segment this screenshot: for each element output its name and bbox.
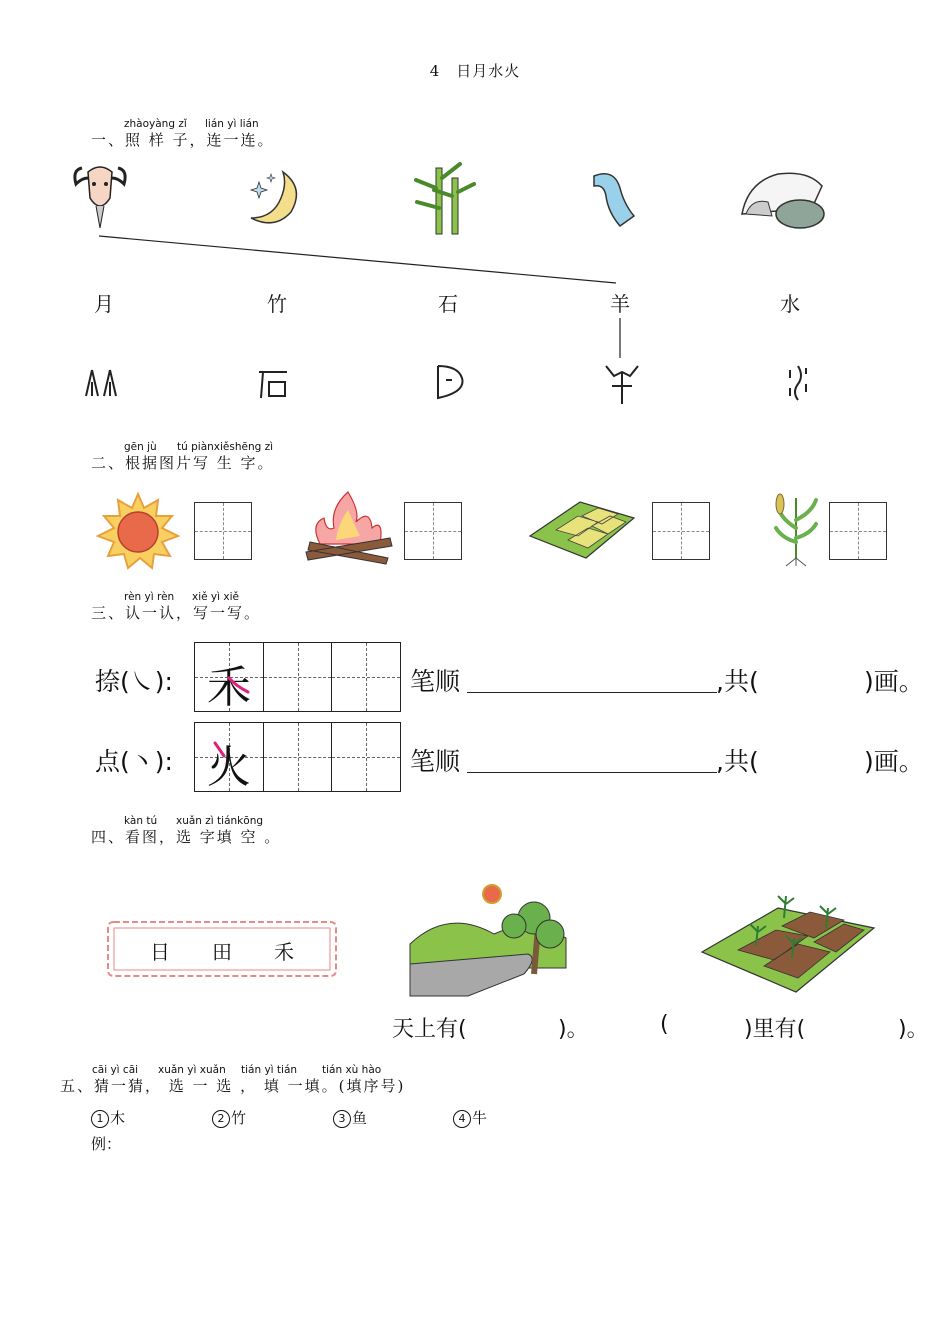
section-5-heading: 五、猜一猜， 选 一 选 ， 填 一填。(填序号) — [60, 1077, 406, 1095]
field-icon — [526, 496, 638, 562]
stroke-order-label-2: 笔顺 — [410, 747, 461, 776]
sentence-2-mid: )里有( — [744, 1017, 806, 1042]
choice-ri: 日 — [150, 940, 170, 964]
landscape-sun-icon — [408, 878, 568, 998]
writing-box-sun[interactable] — [194, 502, 252, 560]
sun-icon — [92, 490, 184, 570]
count-prefix-1: ,共( — [716, 667, 759, 696]
section-3-heading: 三、认一认，写一写。 — [91, 604, 262, 622]
sentence-1-start: 天上有( — [392, 1017, 467, 1042]
seedling-field-icon — [698, 888, 878, 998]
pinyin-3b: xiě yì xiě — [192, 591, 239, 603]
pinyin-3a: rèn yì rèn — [124, 591, 175, 603]
dian-stroke-highlight — [212, 740, 228, 760]
char-yang: 羊 — [610, 292, 630, 316]
ancient-stone-glyph — [255, 366, 291, 400]
char-shi: 石 — [438, 292, 458, 316]
pinyin-5b: xuǎn yì xuǎn — [158, 1064, 226, 1076]
ancient-moon-glyph — [432, 362, 468, 402]
ancient-bamboo-glyph — [82, 362, 122, 402]
stroke-order-blank-2[interactable] — [467, 772, 717, 773]
ancient-sheep-glyph — [602, 362, 642, 406]
pinyin-5d: tián xù hào — [322, 1064, 382, 1076]
option-1: 1 木 — [91, 1107, 125, 1128]
ancient-water-glyph — [784, 362, 814, 402]
char-yue: 月 — [94, 292, 114, 316]
section-2-heading: 二、根据图片写 生 字。 — [91, 454, 275, 472]
fire-icon — [300, 488, 396, 568]
count-suffix-1: )画。 — [864, 667, 924, 696]
page-title: 4 日月水火 — [429, 62, 521, 80]
sentence-2-start: ( — [660, 1012, 669, 1037]
writing-box-field[interactable] — [652, 502, 710, 560]
pinyin-5c: tián yì tián — [241, 1064, 298, 1076]
sentence-2-end: )。 — [898, 1017, 929, 1042]
pinyin-2b: tú piànxiěshēng zì — [177, 441, 274, 453]
char-zhu: 竹 — [267, 292, 287, 316]
section-1-heading: 一、照 样 子，连一连。 — [91, 131, 275, 149]
section-4-heading: 四、看图，选 字填 空 。 — [91, 828, 282, 846]
model-char-huo: 火 — [206, 742, 251, 793]
pinyin-5a: cāi yì cāi — [92, 1064, 139, 1076]
choice-tian: 田 — [212, 940, 232, 964]
option-3: 3 鱼 — [333, 1107, 367, 1128]
count-prefix-2: ,共( — [716, 747, 759, 776]
stroke-label-dian: 点(丶): — [95, 747, 173, 776]
na-stroke-highlight — [226, 676, 250, 696]
pinyin-4b: xuǎn zì tiánkōng — [176, 815, 264, 827]
option-2: 2 竹 — [212, 1107, 246, 1128]
count-suffix-2: )画。 — [864, 747, 924, 776]
writing-box-rice[interactable] — [829, 502, 887, 560]
rice-plant-icon — [766, 488, 822, 568]
char-shui: 水 — [780, 292, 800, 316]
stroke-label-na: 捺(㇏): — [95, 667, 173, 696]
pinyin-1b: lián yì lián — [205, 118, 259, 130]
choice-he: 禾 — [274, 940, 294, 964]
writing-box-fire[interactable] — [404, 502, 462, 560]
example-connection-lines — [0, 0, 950, 400]
example-label: 例： — [91, 1135, 122, 1153]
option-4: 4 牛 — [453, 1107, 487, 1128]
pinyin-1a: zhàoyàng zǐ — [124, 118, 187, 130]
pinyin-2a: gēn jù — [124, 441, 157, 453]
stroke-order-blank-1[interactable] — [467, 692, 717, 693]
model-char-he: 禾 — [206, 662, 251, 713]
pinyin-4a: kàn tú — [124, 815, 158, 827]
sentence-1-end: )。 — [558, 1017, 589, 1042]
stroke-order-label-1: 笔顺 — [410, 667, 461, 696]
